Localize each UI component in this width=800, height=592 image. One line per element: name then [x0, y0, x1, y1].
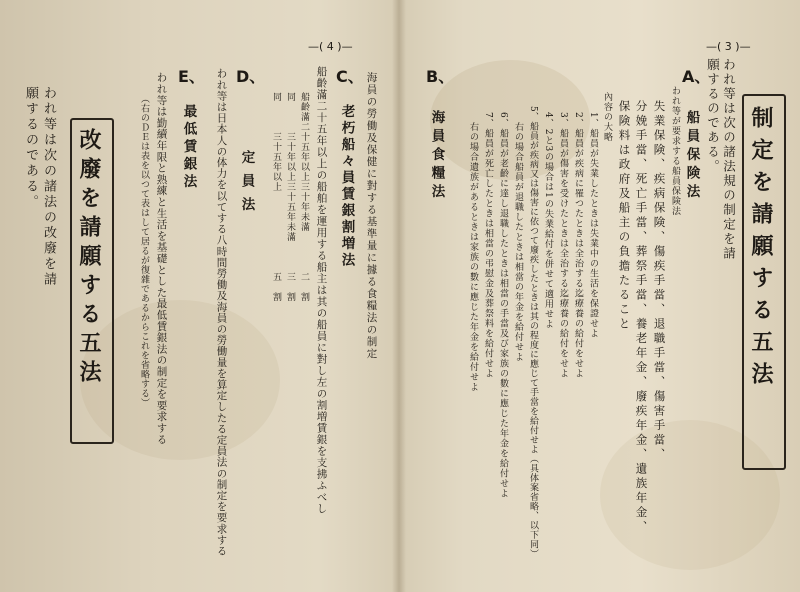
content-title: 內容の大略 — [602, 92, 612, 142]
section-d-desc: われ等は日本人の体力を以てする八時間勞働及海員の勞働量を算定したる定員法の制定を要求する — [215, 68, 228, 557]
section-c-desc: 船齡滿二十五年以上の船舶を運用する船主は其の船員に對し左の割増賃銀を支拂ふべし — [315, 66, 328, 515]
section-e-letter: E、 — [178, 67, 205, 86]
c-row-3-age: 同 三十五年以上 — [271, 92, 281, 192]
item-5: 5、船員が疾病又は傷害に依つて廢疾したときは其の程度に應じて手當を給付せよ（具体案省略、以下同） — [528, 106, 538, 559]
section-c-heading: 老朽船々員賃銀割増法 — [338, 104, 355, 269]
intro-line-1: われ等は次の諸法規の制定を請 — [721, 58, 737, 261]
closing-line-1: われ等は次の諸法の改廢を請 — [41, 86, 56, 288]
c-row-2-age: 同 三十年以上三十五年未滿 — [285, 92, 295, 242]
item-1: 1、船員が失業したときは失業中の生活を保證せよ — [588, 112, 598, 339]
c-row-2-rate: 三 割 — [285, 272, 295, 302]
c-row-1-rate: 二 割 — [299, 272, 309, 302]
item-5b: 右の場合船員が退職したときは相當の年金を給付せよ — [513, 112, 523, 362]
c-row-3-rate: 五 割 — [271, 272, 281, 302]
intro-line-2: 願するのである。 — [705, 58, 721, 174]
section-e-desc: われ等は勤續年限と熟練と生活を基礎とした最低賃銀法の制定を要求する — [155, 72, 168, 445]
page-fold — [392, 0, 406, 592]
section-a-sub: われ等が要求する船員保険法 — [670, 86, 680, 216]
c-row-1-age: 船齡滿二十五年以上三十年未滿 — [299, 92, 309, 232]
section-a-heading: 船員保険法 — [683, 110, 700, 203]
left-page-title: 改廢を請願する五法 — [76, 128, 102, 389]
section-a-line-2: 分娩手當、死亡手當、葬祭手當、養老年金、廢疾年金、遺族年金、 — [634, 100, 649, 535]
section-d-letter: D、 — [236, 67, 266, 86]
section-a-letter: A、 — [682, 67, 711, 86]
item-4: 4、2と3の場合は1の失業給付を併せて適用せよ — [543, 112, 553, 329]
section-b-text: 海員の勞働及保健に對する基準量に據る食糧法の制定 — [365, 72, 378, 360]
section-d-heading: 定員法 — [238, 150, 255, 221]
closing-line-2: 願するのである。 — [23, 86, 38, 210]
section-b-letter: B、 — [426, 67, 455, 86]
section-e-heading: 最低賃銀法 — [180, 104, 197, 192]
item-7b: 右の場合遺族があるときは家族の數に應じた年金を給付せよ — [468, 112, 478, 392]
page-number-left: —( 4 )— — [308, 40, 353, 53]
item-3: 3、船員が傷害を受けたときは全治する迄療養の給付をせよ — [558, 112, 568, 379]
item-2: 2、船員が疾病に罹つたときは全治する迄療養の給付をせよ — [573, 112, 583, 379]
section-a-line-1: 失業保険、疾病保険、傷疾手當、退職手當、傷害手當、 — [652, 100, 667, 463]
section-a-line-3: 保険料は政府及船主の負擔たること — [617, 100, 632, 332]
item-7: 7、船員が死亡したときは相當の弔慰金及葬祭料を給付せよ — [483, 112, 493, 379]
section-b-heading: 海員食糧法 — [428, 110, 445, 203]
item-6: 6、船員が老齡に達し退職したときは相當の手當及び家族の數に應じた年金を給付せよ — [498, 112, 508, 499]
section-e-note: （右のＤＥは表を以つて表はして居るが復雜であるからこれを省略する） — [139, 94, 149, 408]
right-page-title: 制定を請願する五法 — [748, 106, 774, 394]
page-number-right: —( 3 )— — [706, 40, 751, 53]
section-c-letter: C、 — [336, 67, 364, 86]
